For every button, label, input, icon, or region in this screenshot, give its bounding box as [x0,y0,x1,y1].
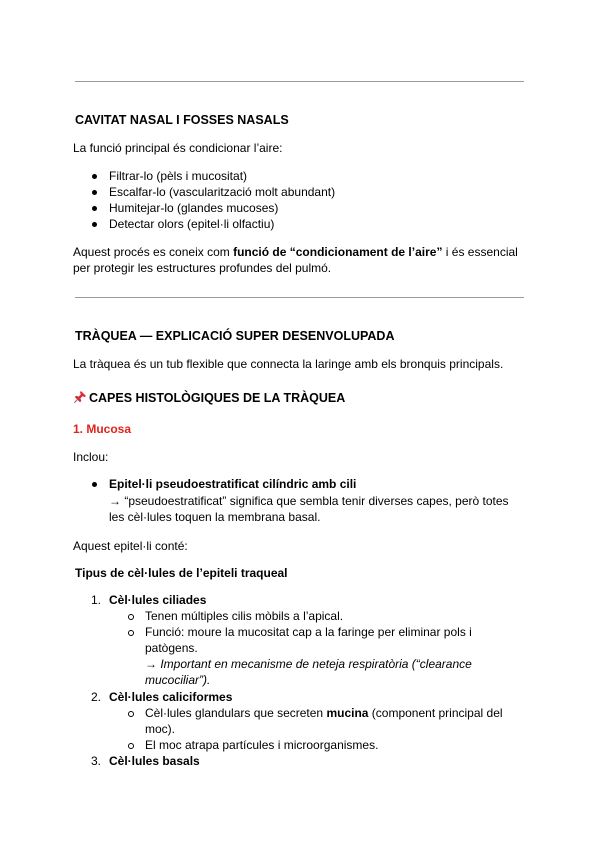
bullet-dot [92,174,97,179]
divider-middle [75,297,524,298]
mucina-bold: mucina [326,706,369,720]
epiteli-title: Epitel·li pseudoestratificat cilíndric amb cili [109,477,357,491]
note-line2: mucociliar”). [145,673,211,687]
list-item: Detectar olors (epitel·li olfactiu) [109,217,275,231]
paragraph-intro-traquea: La tràquea és un tub flexible que connecta la laringe amb els bronquis principals. [73,357,504,371]
paragraph-intro-nasal: La funció principal és condicionar l’aire: [73,141,283,155]
tipus-heading: Tipus de cèl·lules de l’epiteli traqueal [75,566,288,580]
list-number: 1. [91,593,102,607]
pushpin-icon [73,390,87,404]
divider-top [75,81,524,82]
mucosa-heading: 1. Mucosa [73,422,132,436]
sub-list-item: El moc atrapa partícules i microorganismes. [145,738,379,752]
note-line1: → Important en mecanisme de neteja respiratòria (“clearance [145,657,472,671]
paragraph-closing-nasal [73,244,518,260]
list-item: Escalfar-lo (vascularització molt abundant) [109,185,336,199]
closing-text: Aquest procés es coneix com [73,245,234,259]
mucina-pre: Cèl·lules glandulars que secreten [145,706,327,720]
inclou-label: Inclou: [73,450,109,464]
closing-text-end: i és essencial [442,245,518,259]
bullet-dot [92,190,97,195]
epiteli-desc-line1: → “pseudoestratificat” significa que sembla tenir diverses capes, però totes [109,494,509,508]
section-title-nasal: CAVITAT NASAL I FOSSES NASALS [75,113,289,127]
cell-type-basals: Cèl·lules basals [109,754,200,768]
sub-list-item [145,705,503,721]
sub-bullet-circle [128,711,134,717]
bullet-dot [92,222,97,227]
sub-bullet-circle [128,614,134,620]
bullet-dot [92,206,97,211]
capes-title: CAPES HISTOLÒGIQUES DE LA TRÀQUEA [89,391,346,405]
cell-type-caliciformes: Cèl·lules caliciformes [109,690,233,704]
list-number: 3. [91,754,102,768]
mucina-post: (component principal del [368,706,503,720]
section-title-traquea: TRÀQUEA — EXPLICACIÓ SUPER DESENVOLUPADA [75,329,395,343]
paragraph-closing-line2: per protegir les estructures profundes del pulmó. [73,261,332,275]
closing-bold: funció de “condicionament de l’aire” [233,245,443,259]
sub-list-item: Funció: moure la mucositat cap a la faringe per eliminar pols i [145,625,472,639]
sub-list-item-cont: patògens. [145,641,198,655]
conte-label: Aquest epitel·li conté: [73,539,188,553]
sub-list-item: Tenen múltiples cilis mòbils a l’apical. [145,609,344,623]
sub-bullet-circle [128,743,134,749]
sub-list-item-cont: moc). [145,722,175,736]
list-item: Filtrar-lo (pèls i mucositat) [109,169,248,183]
capes-heading [73,390,345,406]
cell-type-ciliades: Cèl·lules ciliades [109,593,207,607]
epiteli-desc-line2: les cèl·lules toquen la membrana basal. [109,510,321,524]
bullet-dot [92,482,97,487]
list-item: Humitejar-lo (glandes mucoses) [109,201,279,215]
sub-bullet-circle [128,630,134,636]
list-number: 2. [91,690,102,704]
